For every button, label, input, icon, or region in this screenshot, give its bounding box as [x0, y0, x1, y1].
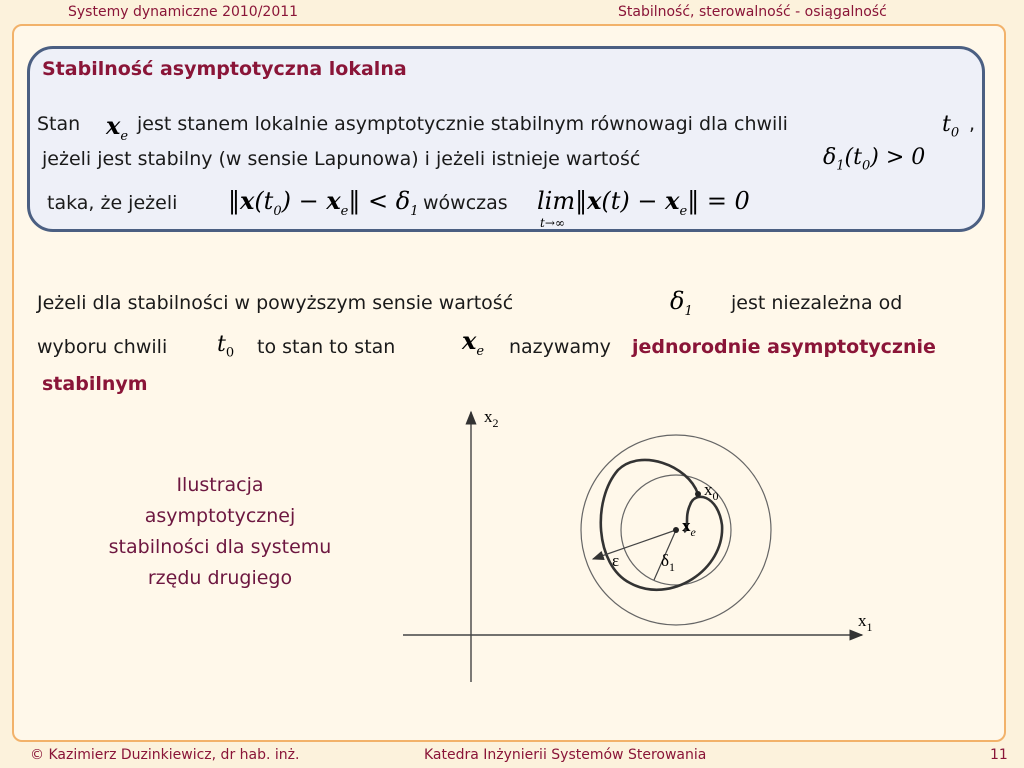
def-line2: jeżeli jest stabilny (w sensie Lapunowa) i jeżeli istnieje wartość [42, 148, 641, 170]
body-line1-b: jest niezależna od [731, 292, 903, 314]
comma: , [969, 113, 976, 135]
body-line1-a: Jeżeli dla stabilności w powyższym sensie wartość [37, 292, 514, 314]
delta1-label: $\delta_1$ [661, 551, 676, 574]
def-line3-b: wówczas [423, 192, 508, 214]
caption-line2: asymptotycznej [144, 505, 296, 527]
course-title: Systemy dynamiczne 2010/2011 [68, 4, 299, 20]
footer-dept: Katedra Inżynierii Systemów Sterowania [424, 747, 707, 763]
math-t0-body: $t_0$ [217, 332, 235, 361]
math-xe-body: $x_e$ [462, 326, 485, 359]
emph-stable: stabilnym [42, 373, 148, 395]
math-initial-norm: $‖x(t_0)$ − $x_e‖ < \delta_1$ [228, 186, 419, 219]
math-delta1: $\delta_1$ [670, 287, 693, 319]
def-line3-a: taka, że jeżeli [47, 192, 178, 214]
x0-label: $x_0$ [704, 480, 719, 503]
body-line2-b: to stan to stan [257, 336, 396, 358]
footer-author: © Kazimierz Duzinkiewicz, dr hab. inż. [30, 747, 300, 763]
math-limit-sub: t→∞ [540, 216, 565, 230]
math-t0: $t_0$ [942, 112, 960, 141]
epsilon-label: ε [612, 551, 620, 570]
def-line1-b: jest stanem lokalnie asymptotycznie stabilnym równowagi dla chwili [137, 113, 788, 135]
xe-label: $x_e$ [682, 516, 696, 539]
math-delta-condition: $\delta_1(t_0) > 0$ [823, 145, 926, 174]
page-number: 11 [990, 747, 1008, 763]
initial-point [695, 491, 701, 497]
def-line1-a: Stan [37, 113, 81, 135]
equilibrium-point [673, 527, 679, 533]
body-line2-a: wyboru chwili [37, 336, 168, 358]
x2-label: $x_2$ [484, 407, 499, 430]
topic-title: Stabilność, sterowalność - osiągalność [618, 4, 887, 20]
caption-line1: Ilustracja [176, 474, 264, 496]
caption-line4: rzędu drugiego [147, 567, 293, 589]
definition-title: Stabilność asymptotyczna lokalna [42, 58, 407, 80]
math-limit: lim‖x(t) − $x_e‖ = 0$ [537, 186, 750, 219]
emph-uniform-asymptotic: jednorodnie asymptotycznie [632, 336, 936, 358]
caption-line3: stabilności dla systemu [108, 536, 332, 558]
body-line2-c: nazywamy [509, 336, 611, 358]
math-xe: $x_e$ [106, 111, 129, 144]
x1-label: $x_1$ [858, 611, 873, 634]
